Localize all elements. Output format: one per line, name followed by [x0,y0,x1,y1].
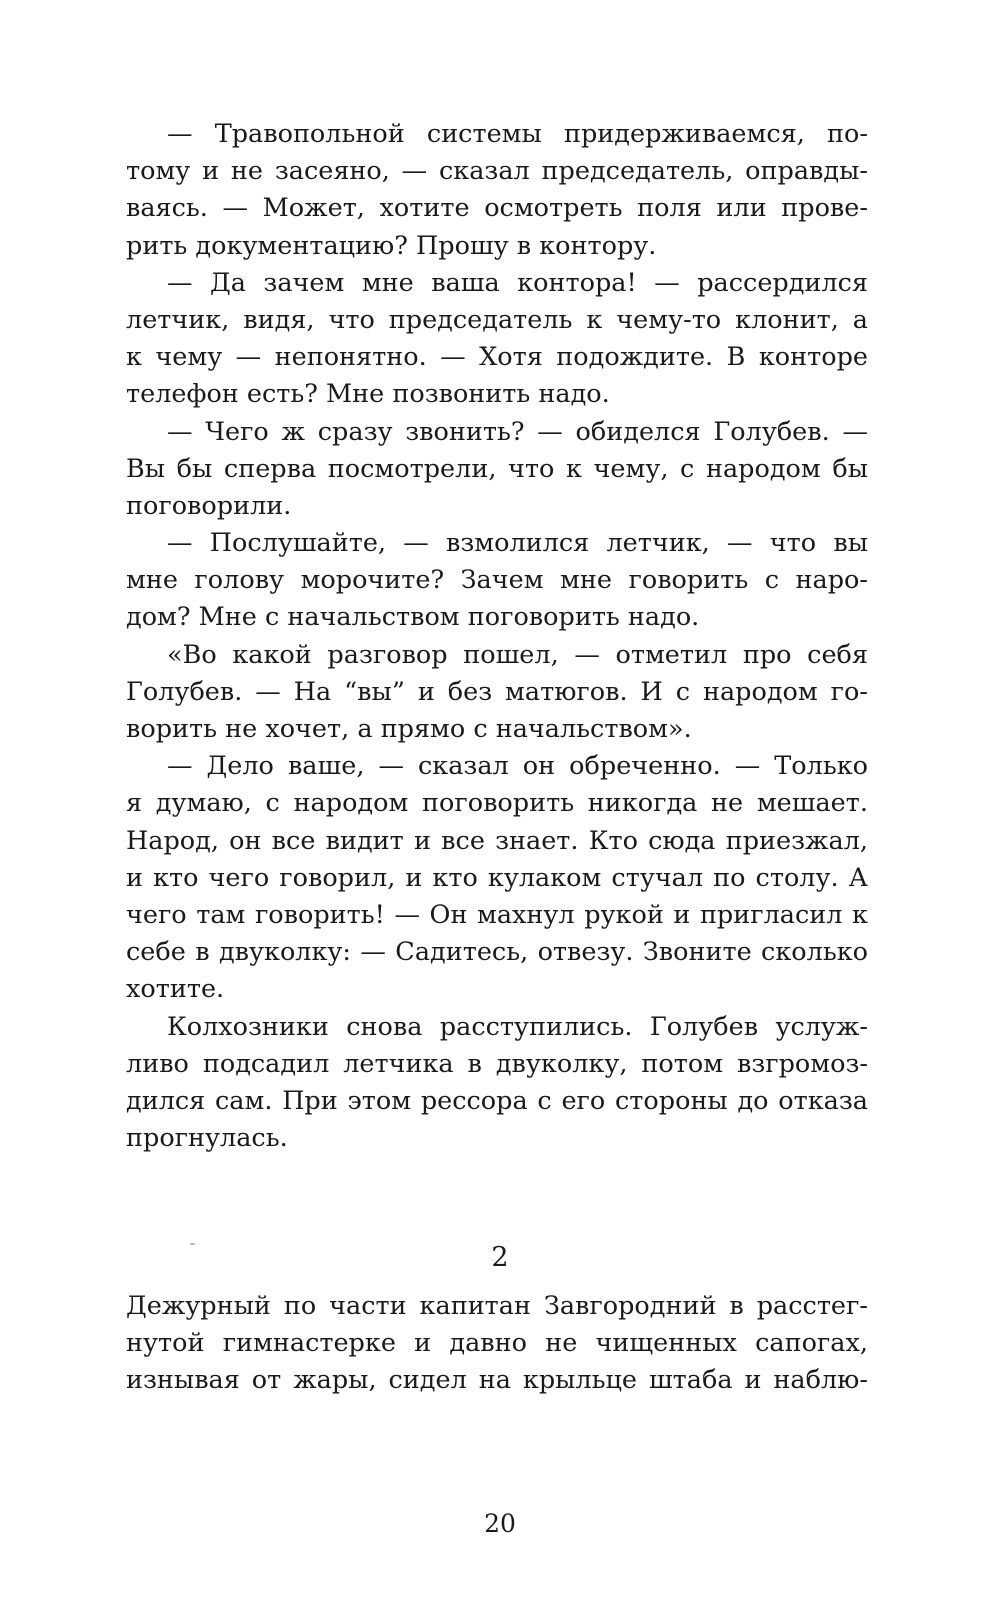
text-line: ворить не хочет, а прямо с начальством». [126,714,692,744]
text-line: дился сам. При этом рессора с его стороны до отказа [126,1085,868,1116]
text-line: хотите. [126,974,225,1005]
text-line: телефон есть? Мне позвонить надо. [126,379,610,410]
text-line: к чему — непонятно. — Хотя подождите. В конторе [126,342,868,373]
text-line: — Дело ваше, — сказал он обреченно. — Только [167,751,868,782]
text-line: я думаю, с народом поговорить никогда не мешает. [126,788,868,819]
text-line: тому и не засеяно, — сказал председатель, оправды- [126,156,868,187]
text-line: изнывая от жары, сидел на крыльце штаба и наблю- [126,1365,868,1396]
body-text-bottom [126,1288,868,1400]
text-line: «Во какой разговор пошел, — отметил про себя [167,639,868,670]
text-line: себе в двуколку: — Садитесь, отвезу. Звоните сколько [126,937,868,968]
text-line: Колхозники снова расступились. Голубев услуж- [167,1011,868,1042]
text-line: Вы бы сперва посмотрели, что к чему, с народом бы [126,453,868,484]
text-line: Народ, он все видит и все знает. Кто сюда приезжал, [126,825,868,856]
text-line: прогнулась. [126,1123,288,1154]
text-line: — Травопольной системы придерживаемся, по- [167,119,868,149]
text-line: нутой гимнастерке и давно не чищенных сапогах, [126,1328,868,1359]
text-line: Голубев. — На “вы” и без матюгов. И с народом го- [126,676,868,707]
text-line: мне голову морочите? Зачем мне говорить с наро- [126,565,868,596]
text-line: дом? Мне с начальством поговорить надо. [126,602,700,633]
text-line: ливо подсадил летчика в двуколку, потом взгромоз- [126,1048,868,1079]
text-line: — Да зачем мне ваша контора! — рассердился [167,267,868,298]
text-line: поговорили. [126,490,292,521]
page-number: 20 [484,1509,516,1538]
text-line: Дежурный по части капитан Завгородний в расстег- [126,1291,868,1321]
text-line: ваясь. — Может, хотите осмотреть поля или прове- [126,193,868,224]
text-line: и кто чего говорил, и кто кулаком стучал по столу. А [126,862,868,893]
text-line: рить документацию? Прошу в контору. [126,230,657,261]
text-line: — Чего ж сразу звонить? — обиделся Голубев. — [167,416,868,447]
text-line: летчик, видя, что председатель к чему-то клонит, а [126,304,868,335]
text-line: — Послушайте, — взмолился летчик, — что вы [167,528,868,559]
text-line: чего там говорить! — Он махнул рукой и пригласил к [126,899,868,930]
chapter-number: 2 [491,1242,509,1273]
body-text-top [126,116,868,1157]
